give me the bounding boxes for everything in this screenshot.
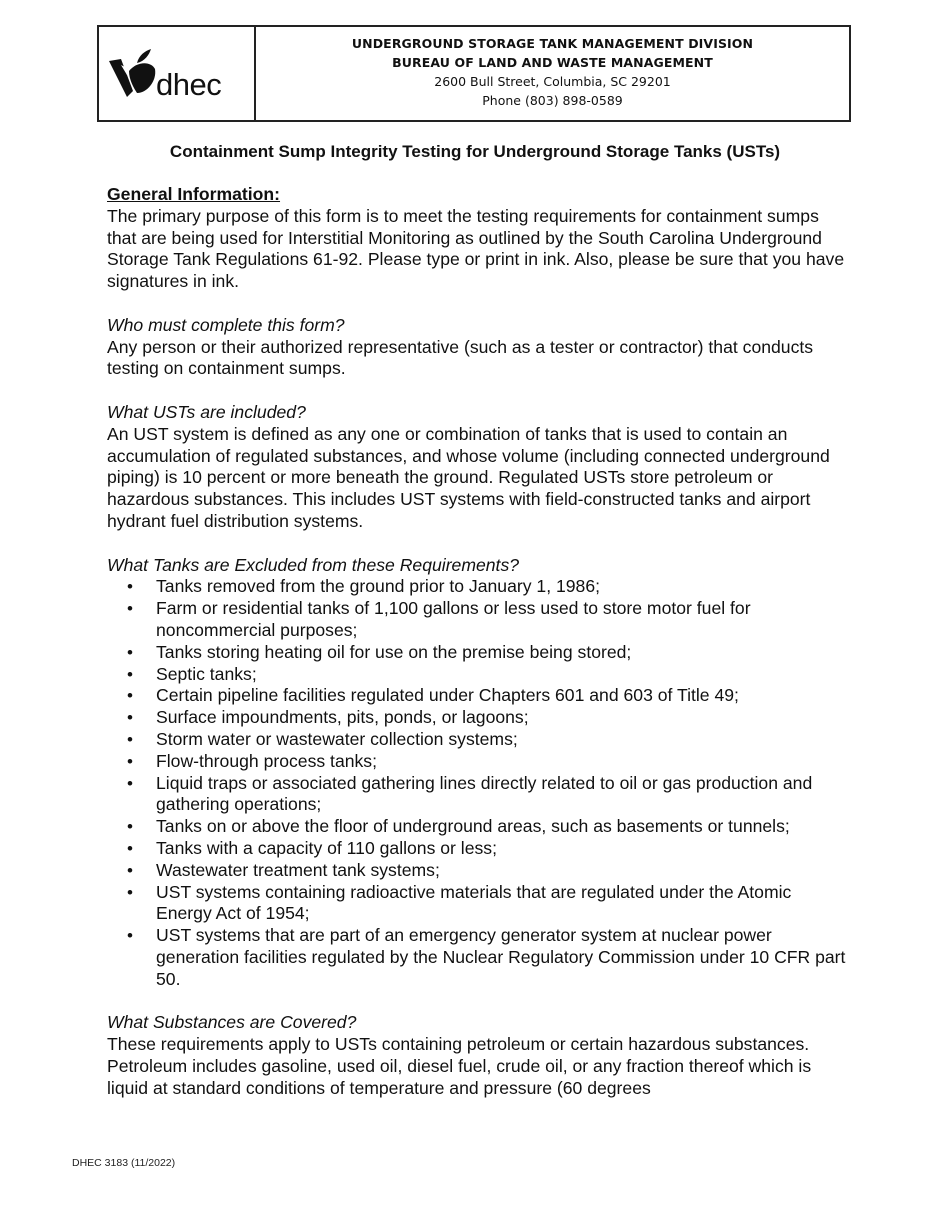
list-item: • Tanks storing heating oil for use on the premise being stored; [107,642,847,664]
division-name: UNDERGROUND STORAGE TANK MANAGEMENT DIVISION [351,36,754,51]
agency-contact [256,27,849,120]
included-answer: An UST system is defined as any one or combination of tanks that is used to contain an accumulation of regulated substances, and whose volume (including connected underground piping) is 10 percent or more beneath the ground. Regulated USTs store petroleum or hazardous substances. This includes UST systems with field-constructed tanks and airport hydrant fuel distribution systems. [107,423,830,531]
logo-cell [99,27,256,120]
list-item: • Liquid traps or associated gathering lines directly related to oil or gas production and gathering operations; [107,773,847,817]
who-question: Who must complete this form? [107,314,345,335]
bureau-name: BUREAU OF LAND AND WASTE MANAGEMENT [392,55,713,70]
letterhead [97,25,851,122]
dhec-logo-icon [107,47,159,107]
list-item: • Tanks on or above the floor of underground areas, such as basements or tunnels; [107,816,847,838]
list-item: • Storm water or wastewater collection systems; [107,729,847,751]
who-answer: Any person or their authorized representative (such as a tester or contractor) that conducts testing on containment sumps. [107,336,814,379]
excluded-list [107,576,847,990]
document-body [107,184,847,1099]
excluded-question: What Tanks are Excluded from these Requirements? [107,554,520,575]
list-item: • Surface impoundments, pits, ponds, or lagoons; [107,707,847,729]
substances-answer: These requirements apply to USTs containing petroleum or certain hazardous substances. Petroleum includes gasoline, used oil, diesel fuel, crude oil, or any fraction thereof which is liquid at standard conditions of temperature and pressure (60 degrees [107,1034,812,1098]
included-question: What USTs are included? [107,401,306,422]
form-number: DHEC 3183 (11/2022) [72,1157,176,1169]
list-item: • Certain pipeline facilities regulated under Chapters 601 and 603 of Title 49; [107,685,847,707]
phone-number: Phone (803) 898-0589 [482,93,623,108]
document-title: Containment Sump Integrity Testing for Underground Storage Tanks (USTs) [169,142,781,161]
substances-question: What Substances are Covered? [107,1012,357,1033]
list-item: • Wastewater treatment tank systems; [107,860,847,882]
list-item: • Tanks with a capacity of 110 gallons or less; [107,838,847,860]
list-item: • Tanks removed from the ground prior to January 1, 1986; [107,576,847,598]
list-item: • Septic tanks; [107,664,847,686]
list-item: • UST systems containing radioactive materials that are regulated under the Atomic Energy Act of 1954; [107,882,847,926]
general-information-heading: General Information: [107,184,281,204]
list-item: • Flow-through process tanks; [107,751,847,773]
list-item: • UST systems that are part of an emergency generator system at nuclear power generation facilities regulated by the Nuclear Regulatory Commission under 10 CFR part 50. [107,925,847,990]
general-information-text: The primary purpose of this form is to meet the testing requirements for containment sumps that are being used for Interstitial Monitoring as outlined by the South Carolina Underground Storage Tank Regulations 61-92. Please type or print in ink. Also, please be sure that you have signatures in ink. [107,205,845,292]
logo-text: dhec [156,67,222,102]
street-address: 2600 Bull Street, Columbia, SC 29201 [434,74,671,89]
list-item: • Farm or residential tanks of 1,100 gallons or less used to store motor fuel for noncommercial purposes; [107,598,847,642]
